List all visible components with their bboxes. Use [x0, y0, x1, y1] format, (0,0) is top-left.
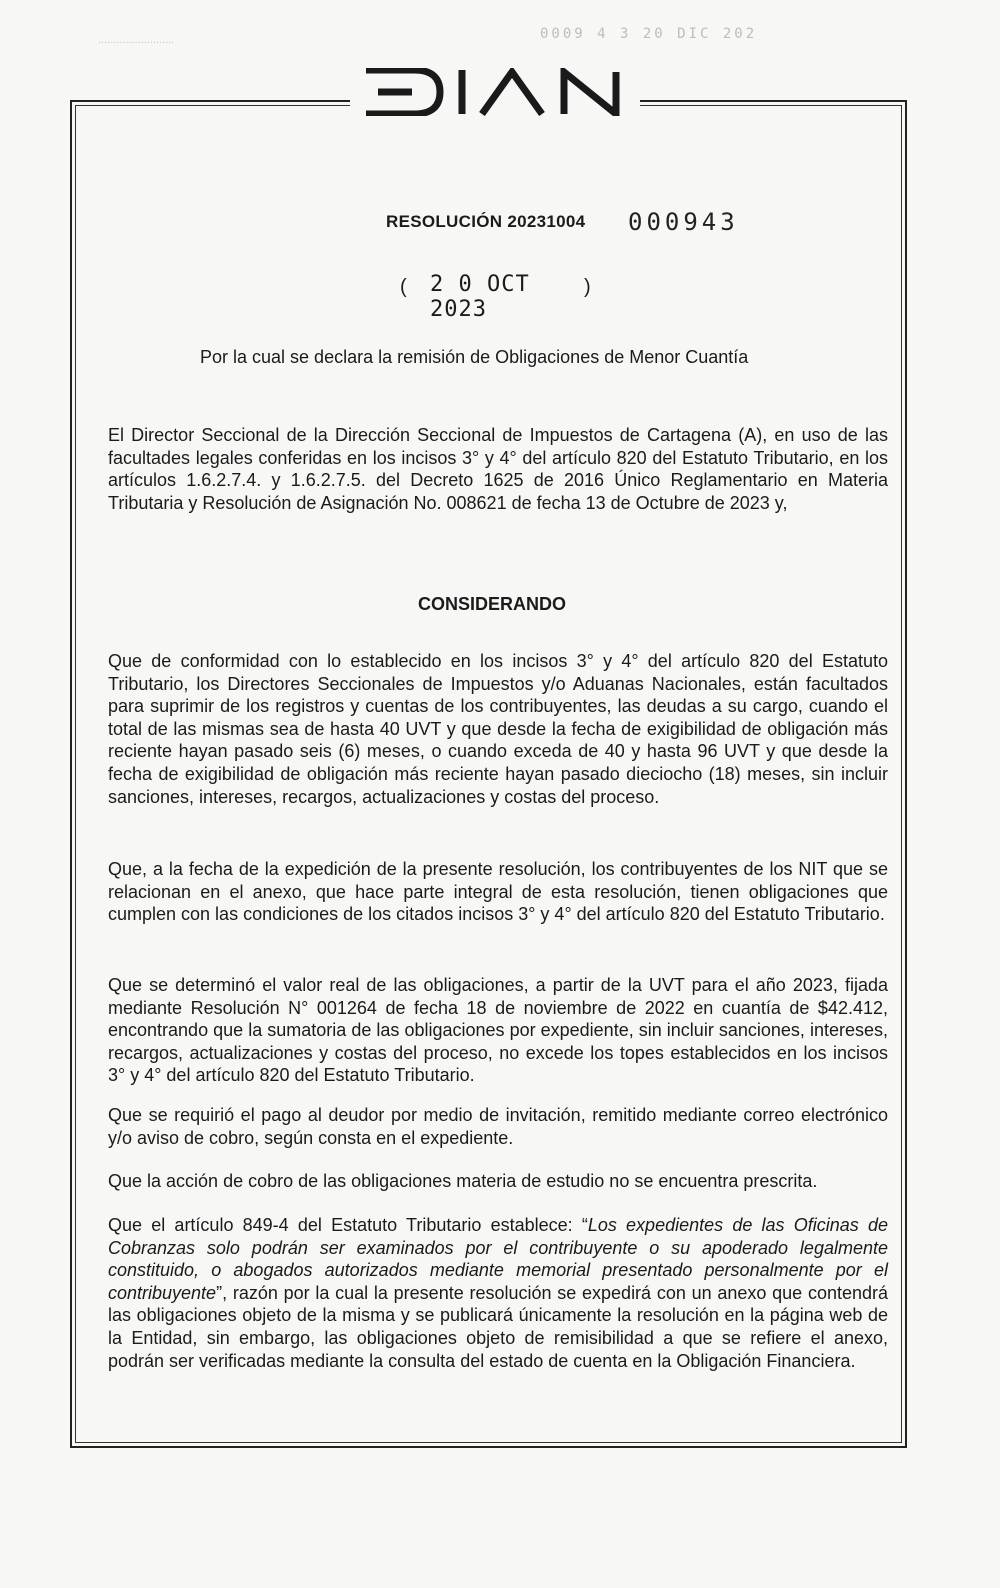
date-stamp: 2 0 OCT 2023: [430, 272, 530, 322]
consideration-paragraph-6: [108, 1214, 888, 1372]
article-849-intro: Que el artículo 849-4 del Estatuto Tributario establece: “: [108, 1215, 588, 1235]
considerando-heading: CONSIDERANDO: [418, 594, 567, 614]
article-849-quote: Los expedientes de las Oficinas de Cobranzas solo podrán ser examinados por el contribuyente o su apoderado legalmente constituido, o abogados autorizados mediante memorial presentado personalmente por el contribuyente: [108, 1215, 888, 1303]
resolution-title: RESOLUCIÓN 20231004: [386, 212, 586, 231]
consideration-paragraph-4: Que se requirió el pago al deudor por medio de invitación, remitido mediante correo electrónico y/o aviso de cobro, según consta en el expediente.: [108, 1105, 888, 1148]
preamble-paragraph: El Director Seccional de la Dirección Seccional de Impuestos de Cartagena (A), en uso de las facultades legales conferidas en los incisos 3° y 4° del artículo 820 del Estatuto Tributario, en los artículos 1.6.2.7.4. y 1.6.2.7.5. del Decreto 1625 de 2016 Único Reglamentario en Materia Tributaria y Resolución de Asignación No. 008621 de fecha 13 de Octubre de 2023 y,: [108, 425, 888, 513]
bleed-through-number: 0009 4 3 20 DIC 202: [540, 26, 758, 42]
open-parenthesis: (: [400, 276, 407, 298]
dian-logo: [350, 56, 640, 128]
dian-logo-graphic: [360, 68, 630, 116]
article-849-rest: ”, razón por la cual la presente resolución se expedirá con un anexo que contendrá las obligaciones objeto de la misma y se publicará únicamente la resolución en la página web de la Entidad, sin embargo, las obligaciones objeto de remisibilidad a que se refiere el anexo, podrán ser verificadas mediante la consulta del estado de cuenta en la Obligación Financiera.: [108, 1282, 888, 1371]
close-parenthesis: ): [584, 276, 591, 298]
bleed-through-text: .........................: [98, 34, 175, 46]
consideration-paragraph-2: Que, a la fecha de la expedición de la presente resolución, los contribuyentes de los NIT que se relacionan en el anexo, que hace parte integral de esta resolución, tienen obligaciones que cumplen con las condiciones de los citados incisos 3° y 4° del artículo 820 del Estatuto Tributario.: [108, 859, 888, 925]
consideration-paragraph-5: Que la acción de cobro de las obligaciones materia de estudio no se encuentra prescrita.: [108, 1171, 818, 1191]
consideration-paragraph-3: Que se determinó el valor real de las obligaciones, a partir de la UVT para el año 2023, fijada mediante Resolución N° 001264 de fecha 18 de noviembre de 2022 en cuantía de $42.412, encontrando que la sumatoria de las obligaciones por expediente, sin incluir sanciones, intereses, recargos, actualizaciones y costas del proceso, no excede los topes establecidos en los incisos 3° y 4° del artículo 820 del Estatuto Tributario.: [108, 975, 888, 1086]
resolution-subject: Por la cual se declara la remisión de Obligaciones de Menor Cuantía: [200, 347, 749, 367]
consideration-paragraph-1: Que de conformidad con lo establecido en los incisos 3° y 4° del artículo 820 del Estatuto Tributario, los Directores Seccionales de Impuestos y/o Aduanas Nacionales, están facultados para suprimir de los registros y cuentas de los contribuyentes, las deudas a su cargo, cuando el total de las mismas sea de hasta 40 UVT y que desde la fecha de exigibilidad de obligación más reciente hayan pasado seis (6) meses, o cuando exceda de 40 y hasta 96 UVT y que desde la fecha de exigibilidad de obligación más reciente hayan pasado dieciocho (18) meses, sin incluir sanciones, intereses, recargos, actualizaciones y costas del proceso.: [108, 651, 888, 807]
resolution-stamp-number: 000943: [628, 208, 739, 236]
